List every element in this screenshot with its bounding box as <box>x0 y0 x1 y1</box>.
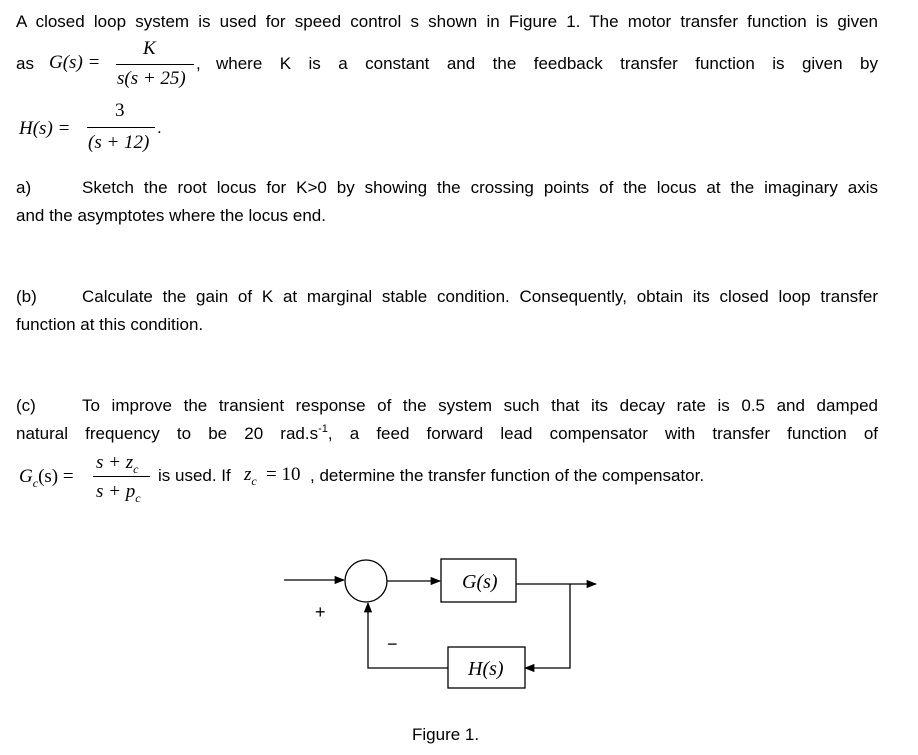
Gc-equation-lhs: $G_c(s)$ = <box>19 466 74 490</box>
feedback-path <box>525 584 570 668</box>
part-c-label: (c) <box>16 396 36 415</box>
G-fraction-bar <box>116 64 194 65</box>
G-denominator: s(s + 25) <box>117 68 186 89</box>
part-c-line-3b: , determine the transfer function of the compensator. <box>310 466 705 485</box>
H-fraction-bar <box>87 127 155 128</box>
intro-line-2: where K is a constant and the feedback transfer function is given by <box>216 54 878 73</box>
G-block-label: G(s) <box>462 571 498 593</box>
feedback-return-arrow <box>368 603 448 668</box>
unit-superscript: -1 <box>318 423 328 435</box>
part-c-line-1: To improve the transient response of the system such that its decay rate is 0.5 and damped <box>82 396 878 415</box>
H-block-label: H(s) <box>468 658 504 680</box>
plus-sign: + <box>315 602 326 622</box>
summing-junction <box>345 560 387 602</box>
zc-value: = 10 <box>266 464 301 485</box>
part-c-line-3a: is used. If <box>158 466 231 485</box>
part-b-line-1: Calculate the gain of K at marginal stable condition. Consequently, obtain its closed loop transfer <box>82 287 878 306</box>
G-numerator: K <box>143 38 156 59</box>
zc-symbol: $z_c$ <box>244 464 257 488</box>
H-punctuation: . <box>157 118 162 137</box>
H-numerator: 3 <box>115 100 125 121</box>
intro-line-1: A closed loop system is used for speed control s shown in Figure 1. The motor transfer function is given <box>16 12 878 31</box>
part-a-line-1: Sketch the root locus for K>0 by showing the crossing points of the locus at the imaginary axis <box>82 178 878 197</box>
block-diagram <box>270 545 620 695</box>
figure-caption: Figure 1. <box>412 725 480 744</box>
part-a-label: a) <box>16 178 32 197</box>
intro-as: as <box>16 54 34 73</box>
part-b-line-2: function at this condition. <box>16 315 204 334</box>
part-b-label: (b) <box>16 287 37 306</box>
H-denominator: (s + 12) <box>88 132 150 153</box>
G-equation-lhs: G(s) = <box>49 52 101 73</box>
H-equation-lhs: H(s) = <box>19 118 71 139</box>
part-c-line-2: natural frequency to be 20 $rad.s^{-1}$, a feed forward lead compensator with transfer function of <box>16 423 878 443</box>
part-a-line-2: and the asymptotes where the locus end. <box>16 206 326 225</box>
Gc-fraction-bar <box>93 476 150 477</box>
G-punctuation: , <box>196 54 201 73</box>
Gc-numerator: $s + z_c$ <box>96 452 139 476</box>
minus-sign: − <box>387 634 398 654</box>
Gc-denominator: $s + p_c$ <box>96 481 141 505</box>
